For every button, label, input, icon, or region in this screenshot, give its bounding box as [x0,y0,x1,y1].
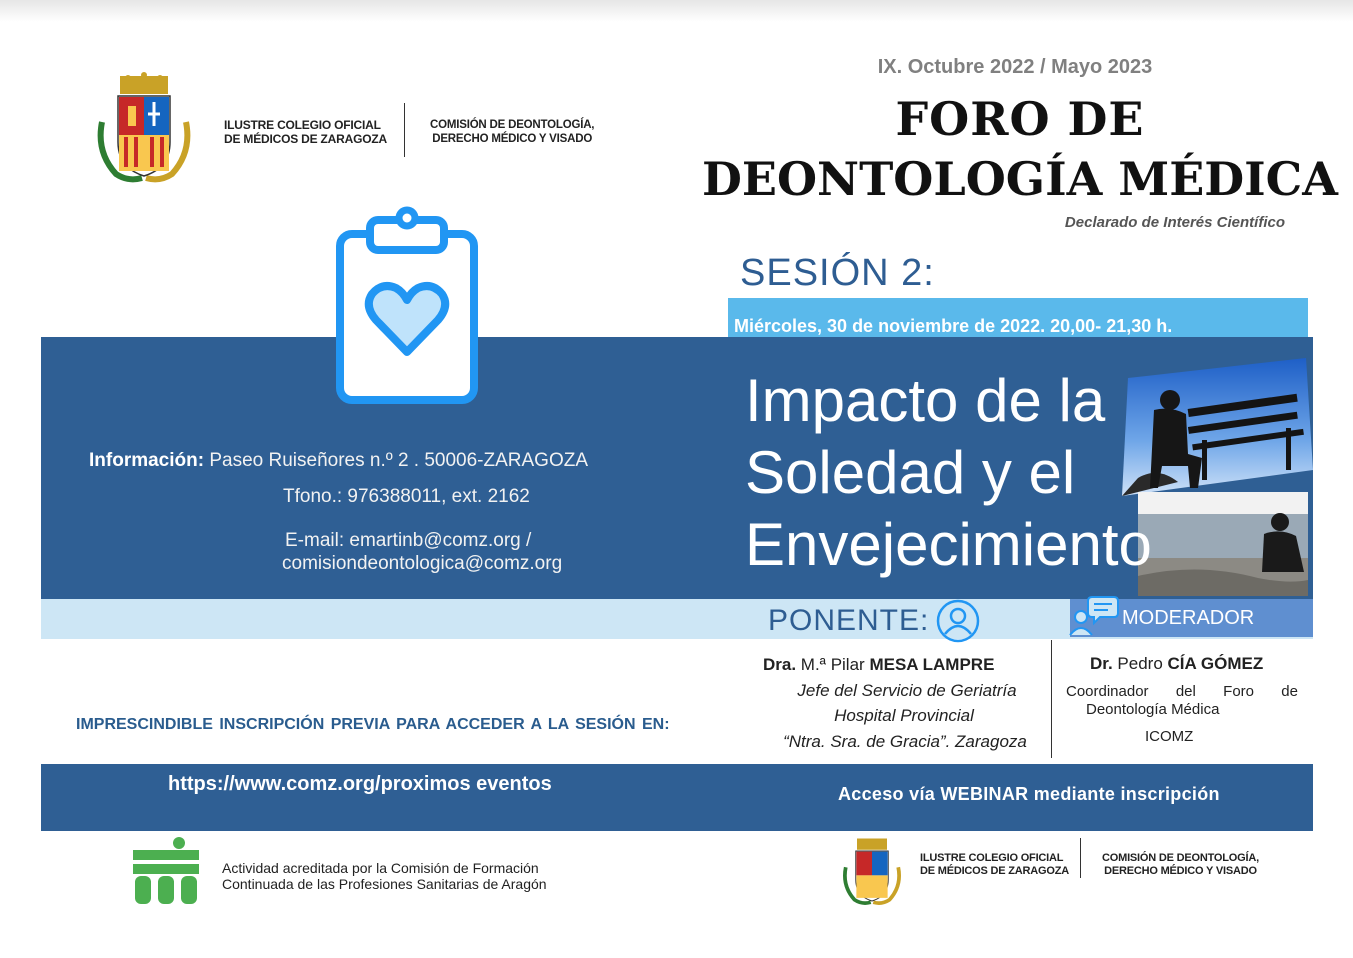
topic-title [745,365,1225,581]
topic-line3: Envejecimiento [745,511,1152,578]
ponente-role3: “Ntra. Sra. de Gracia”. Zaragoza [783,732,1027,751]
moderator-label: MODERADOR [1122,607,1255,629]
coat-of-arms-icon [94,72,194,189]
info-phone: Tfono.: 976388011, ext. 2162 [283,486,530,507]
moderator-role1-word3: Foro [1223,683,1254,700]
info-address [89,450,588,472]
moderator-first-name: Pedro [1117,654,1168,673]
forum-title-line2: DEONTOLOGÍA MÉDICA [702,152,1338,206]
org-name [224,118,387,146]
ponente-title: Dra. [763,655,801,674]
topic-line2: Soledad y el [745,439,1076,506]
moderator-role1 [1066,683,1298,700]
info-address-text: Paseo Ruiseñores n.º 2 . 50006-ZARAGOZA [204,450,589,471]
footer-org-line2: DE MÉDICOS DE ZARAGOZA [920,865,1069,877]
footer-divider [1080,838,1081,878]
top-shadow [0,0,1353,22]
commission-name [430,118,594,146]
registration-notice: IMPRESCINDIBLE INSCRIPCIÓN PREVIA PARA ACCEDER A LA SESIÓN EN: [76,716,670,733]
footer-coat-of-arms-icon [840,836,904,911]
footer-commission-name [1102,852,1259,878]
forum-title-line1: FORO DE [895,92,1145,146]
moderator-name [1090,654,1263,674]
footer-org-name [920,852,1069,878]
ponente-role2: Hospital Provincial [834,706,974,725]
person-circle-icon [935,598,981,649]
clipboard-heart-icon [336,206,478,409]
ponente-last-name: MESA LAMPRE [869,655,995,674]
commission-line1: COMISIÓN DE DEONTOLOGÍA, [430,119,595,131]
topic-line1: Impacto de la [745,367,1106,434]
registration-link[interactable]: https://www.comz.org/proximos eventos [168,773,552,795]
header-divider [404,103,405,157]
accreditation-logo-icon [131,836,201,911]
moderator-title: Dr. [1090,654,1118,673]
info-email-line2[interactable]: comisiondeontologica@comz.org [282,553,563,574]
footer-commission-line2: DERECHO MÉDICO Y VISADO [1104,865,1257,877]
info-label: Información: [89,450,205,471]
moderator-last-name: CÍA GÓMEZ [1167,654,1264,673]
org-name-line2: DE MÉDICOS DE ZARAGOZA [224,132,387,146]
ponente-label: PONENTE: [768,604,930,637]
session-date: Miércoles, 30 de noviembre de 2022. 20,00- 21,30 h. [734,316,1173,336]
info-email-line1[interactable]: E-mail: emartinb@comz.org / [285,530,532,551]
chat-person-icon [1068,593,1120,642]
declared-label: Declarado de Interés Científico [1064,214,1285,231]
accreditation-line2: Continuada de las Profesiones Sanitarias de Aragón [222,876,547,892]
commission-line2: DERECHO MÉDICO Y VISADO [432,133,593,145]
accreditation-line1: Actividad acreditada por la Comisión de Formación [222,860,539,876]
moderator-role3: ICOMZ [1145,728,1194,745]
webinar-label: Acceso vía WEBINAR mediante inscripción [838,784,1220,804]
moderator-role1-word2: del [1175,683,1196,700]
moderator-role1-word1: Coordinador [1066,683,1149,700]
footer-org-line1: ILUSTRE COLEGIO OFICIAL [920,852,1064,864]
edition-label: IX. Octubre 2022 / Mayo 2023 [877,56,1153,78]
footer-commission-line1: COMISIÓN DE DEONTOLOGÍA, [1102,852,1259,864]
org-name-line1: ILUSTRE COLEGIO OFICIAL [224,118,381,132]
session-label: SESIÓN 2: [740,252,935,294]
ponente-name [763,655,994,675]
moderator-role2: Deontología Médica [1086,701,1220,718]
speakers-divider [1051,640,1052,758]
moderator-role1-word4: de [1281,683,1298,700]
ponente-role1: Jefe del Servicio de Geriatría [797,681,1017,700]
ponente-first-name: M.ª Pilar [800,655,870,674]
accreditation-text [222,860,547,892]
